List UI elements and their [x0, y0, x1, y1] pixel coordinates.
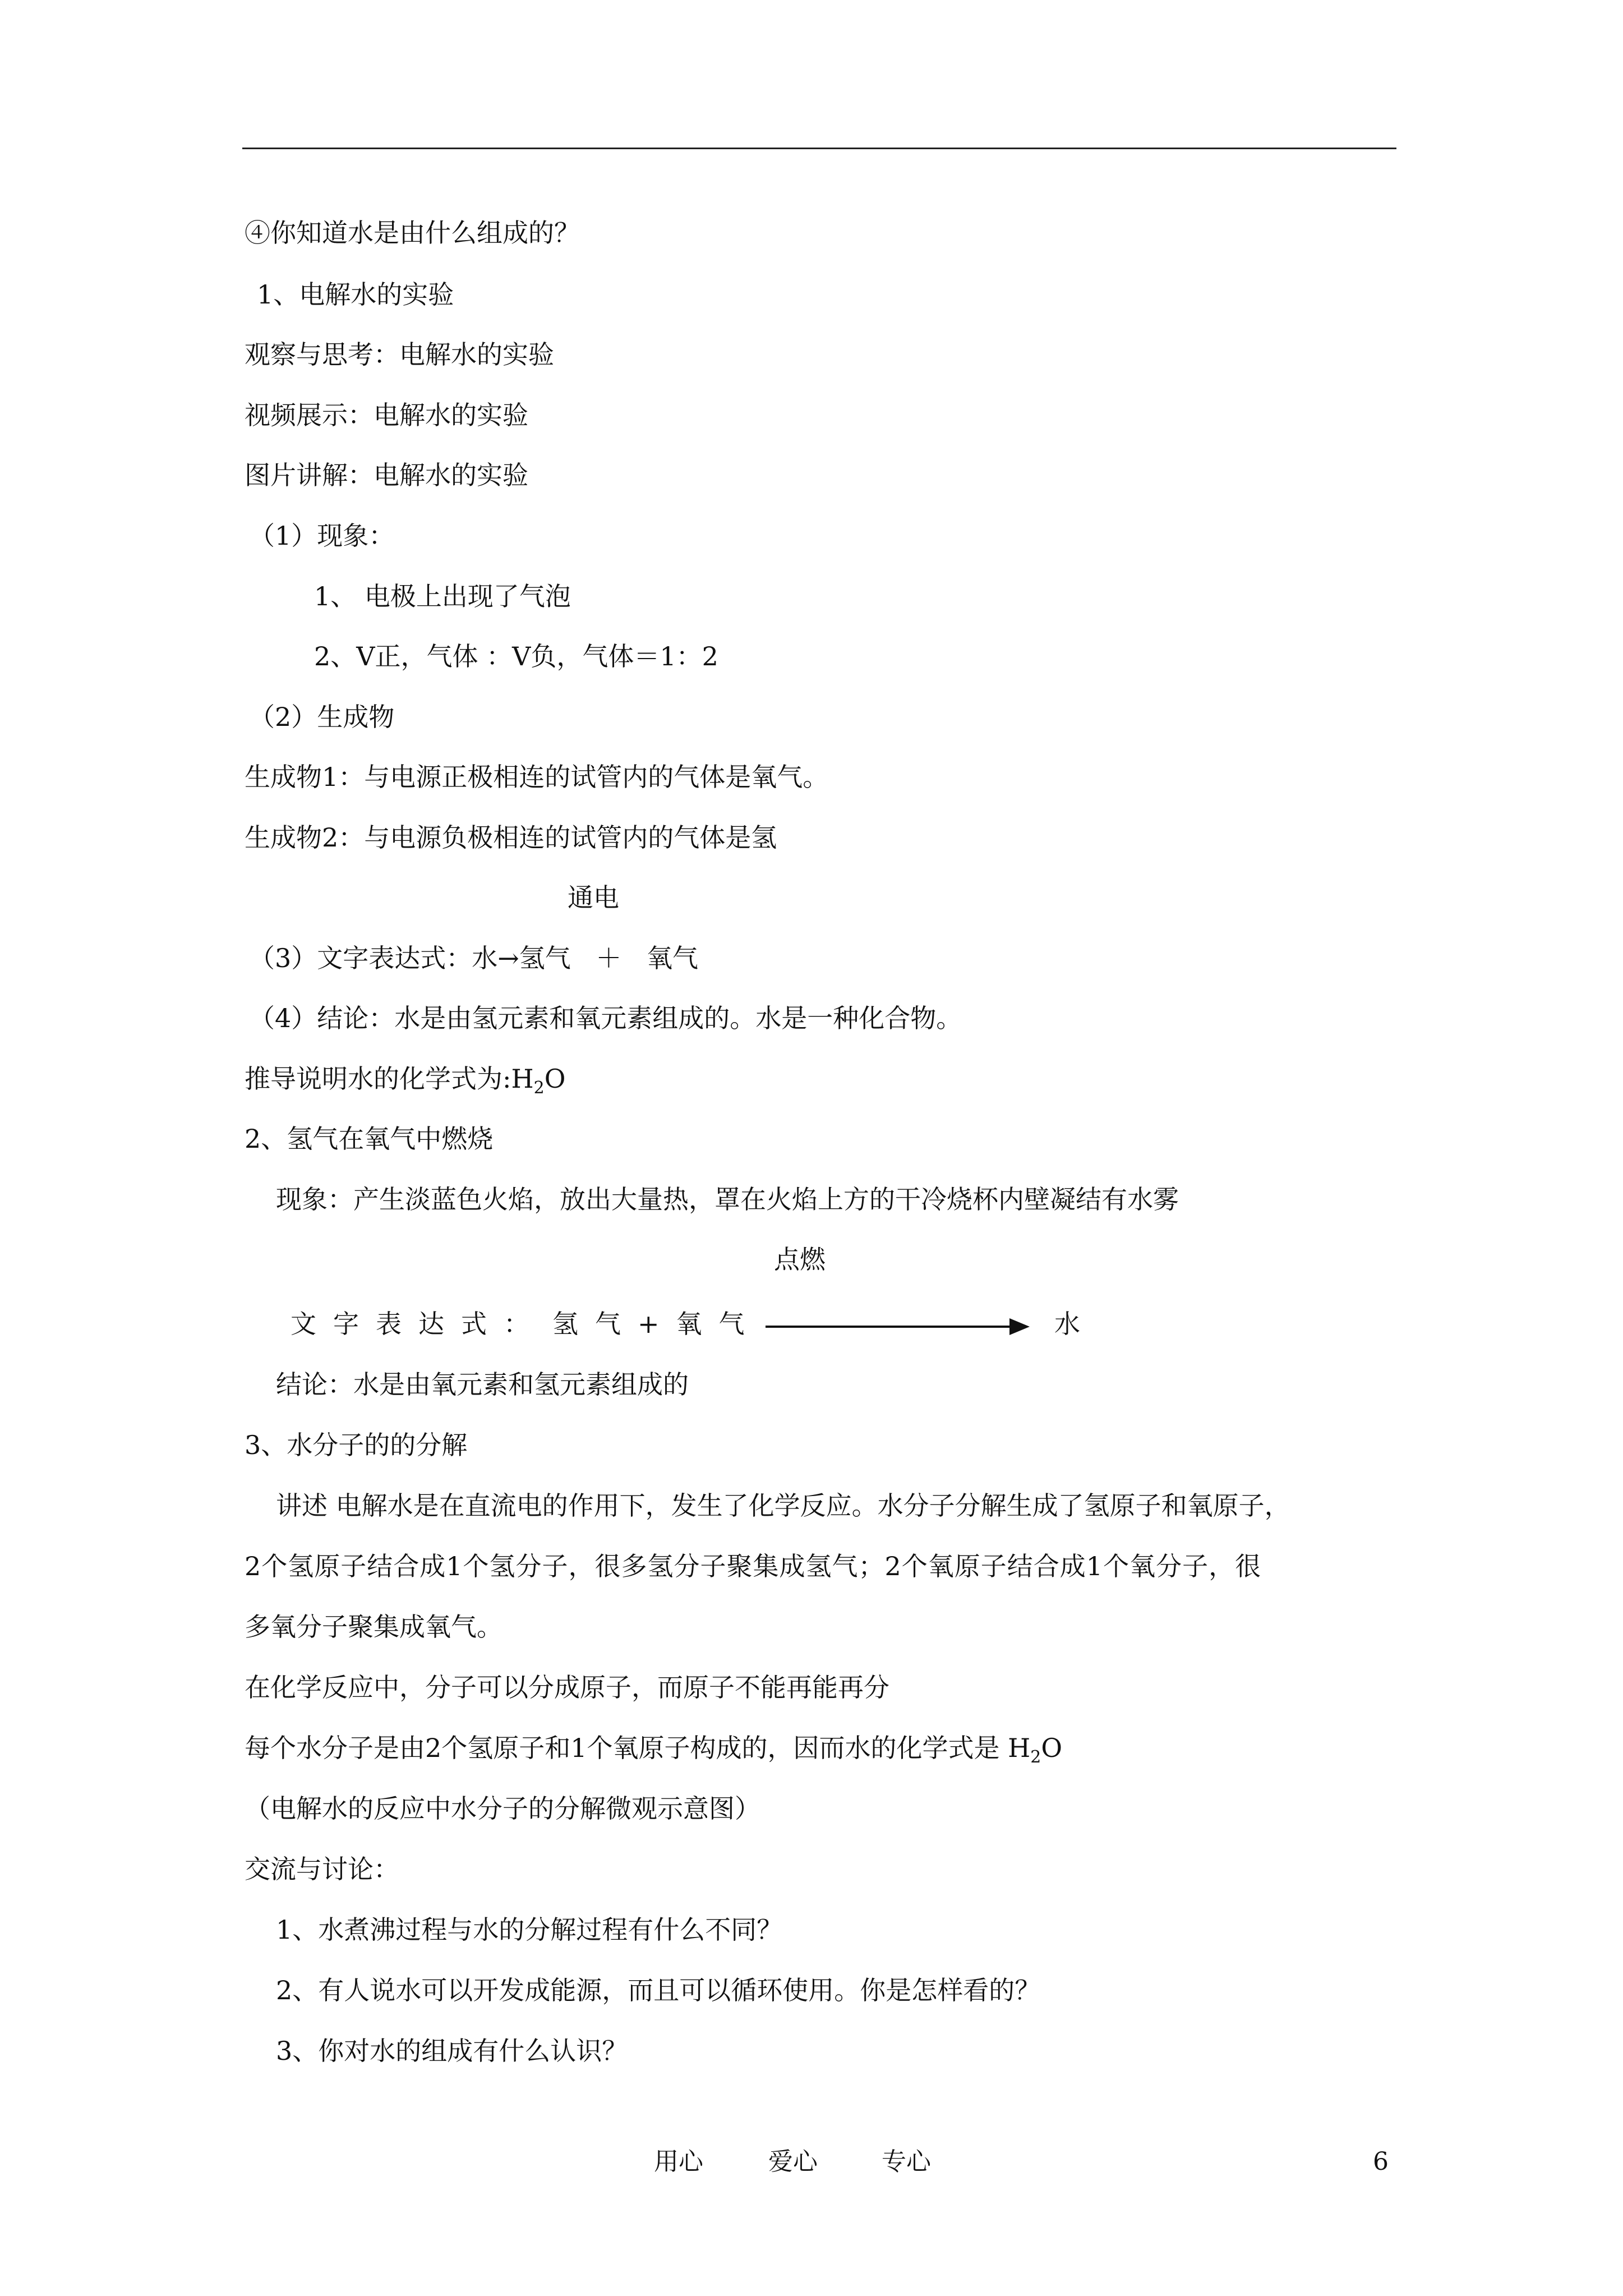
- header-rule: [242, 148, 1396, 149]
- section3-title: 3、水分子的的分解: [245, 1430, 468, 1460]
- formula-subscript: 2: [533, 1078, 545, 1098]
- combustion-product: 水: [1054, 1309, 1080, 1339]
- phenomenon-item-2: 2、V正，气体 ：V负，气体＝1：2: [314, 641, 718, 671]
- formula-suffix: O: [544, 1064, 566, 1094]
- footer-motto-1: 用心: [654, 2147, 703, 2176]
- electrolysis-expression: （3）文字表达式：水→氢气 ＋ 氧气: [249, 943, 699, 973]
- molecule-prefix: 每个水分子是由2个氢原子和1个氧原子构成的，因而水的化学式是 H: [245, 1733, 1031, 1763]
- formula-prefix: 推导说明水的化学式为:H: [245, 1064, 534, 1094]
- electrolysis-condition: 通电: [568, 882, 619, 913]
- lecture-line-1: 讲述 电解水是在直流电的作用下，发生了化学反应。水分子分解生成了氢原子和氧原子，: [276, 1490, 1290, 1521]
- product-1: 生成物1：与电源正极相连的试管内的气体是氧气。: [245, 762, 829, 792]
- combustion-condition: 点燃: [774, 1244, 826, 1274]
- reaction-note: 在化学反应中，分子可以分成原子，而原子不能再能再分: [245, 1672, 889, 1703]
- discussion-question-2: 2、有人说水可以开发成能源，而且可以循环使用。你是怎样看的？: [276, 1975, 1041, 2005]
- reaction-arrow-head: [1009, 1318, 1030, 1335]
- section-heading: ④你知道水是由什么组成的？: [245, 218, 580, 248]
- phenomenon-item-1: 1、 电极上出现了气泡: [314, 581, 571, 611]
- formula-line: [245, 1062, 565, 1105]
- electrolysis-conclusion: （4）结论：水是由氢元素和氧元素组成的。水是一种化合物。: [249, 1003, 962, 1033]
- section1-title: 1、电解水的实验: [257, 279, 454, 310]
- page-number: 6: [1373, 2147, 1389, 2176]
- combustion-conclusion: 结论：水是由氧元素和氢元素组成的: [276, 1369, 689, 1400]
- lecture-line-3: 多氧分子聚集成氧气。: [245, 1612, 502, 1642]
- products-title: （2）生成物: [249, 702, 395, 732]
- discussion-title: 交流与讨论：: [245, 1854, 399, 1884]
- phenomenon-title: （1）现象：: [249, 521, 395, 551]
- picture-line: 图片讲解：电解水的实验: [245, 460, 528, 490]
- observe-line: 观察与思考：电解水的实验: [245, 339, 554, 370]
- video-line: 视频展示：电解水的实验: [245, 400, 528, 430]
- section2-title: 2、氢气在氧气中燃烧: [245, 1124, 494, 1154]
- footer-motto-3: 专心: [882, 2147, 931, 2176]
- discussion-question-1: 1、水煮沸过程与水的分解过程有什么不同？: [276, 1915, 783, 1945]
- discussion-question-3: 3、你对水的组成有什么认识？: [276, 2036, 628, 2066]
- molecule-line: [245, 1731, 1062, 1774]
- combustion-phenomenon: 现象：产生淡蓝色火焰，放出大量热，罩在火焰上方的干冷烧杯内壁凝结有水雾: [276, 1184, 1179, 1214]
- molecule-subscript: 2: [1030, 1747, 1041, 1767]
- combustion-expression-label: 文字表达式：: [291, 1309, 546, 1339]
- combustion-reactants: 氢气+氧气: [552, 1309, 762, 1339]
- product-2: 生成物2：与电源负极相连的试管内的气体是氢: [245, 822, 777, 853]
- footer-motto-2: 爱心: [768, 2147, 818, 2176]
- diagram-note: （电解水的反应中水分子的分解微观示意图）: [245, 1793, 760, 1824]
- reaction-arrow: [766, 1326, 1012, 1328]
- molecule-suffix: O: [1041, 1733, 1063, 1763]
- lecture-line-2: 2个氢原子结合成1个氢分子，很多氢分子聚集成氢气；2个氧原子结合成1个氧分子，很: [245, 1551, 1262, 1581]
